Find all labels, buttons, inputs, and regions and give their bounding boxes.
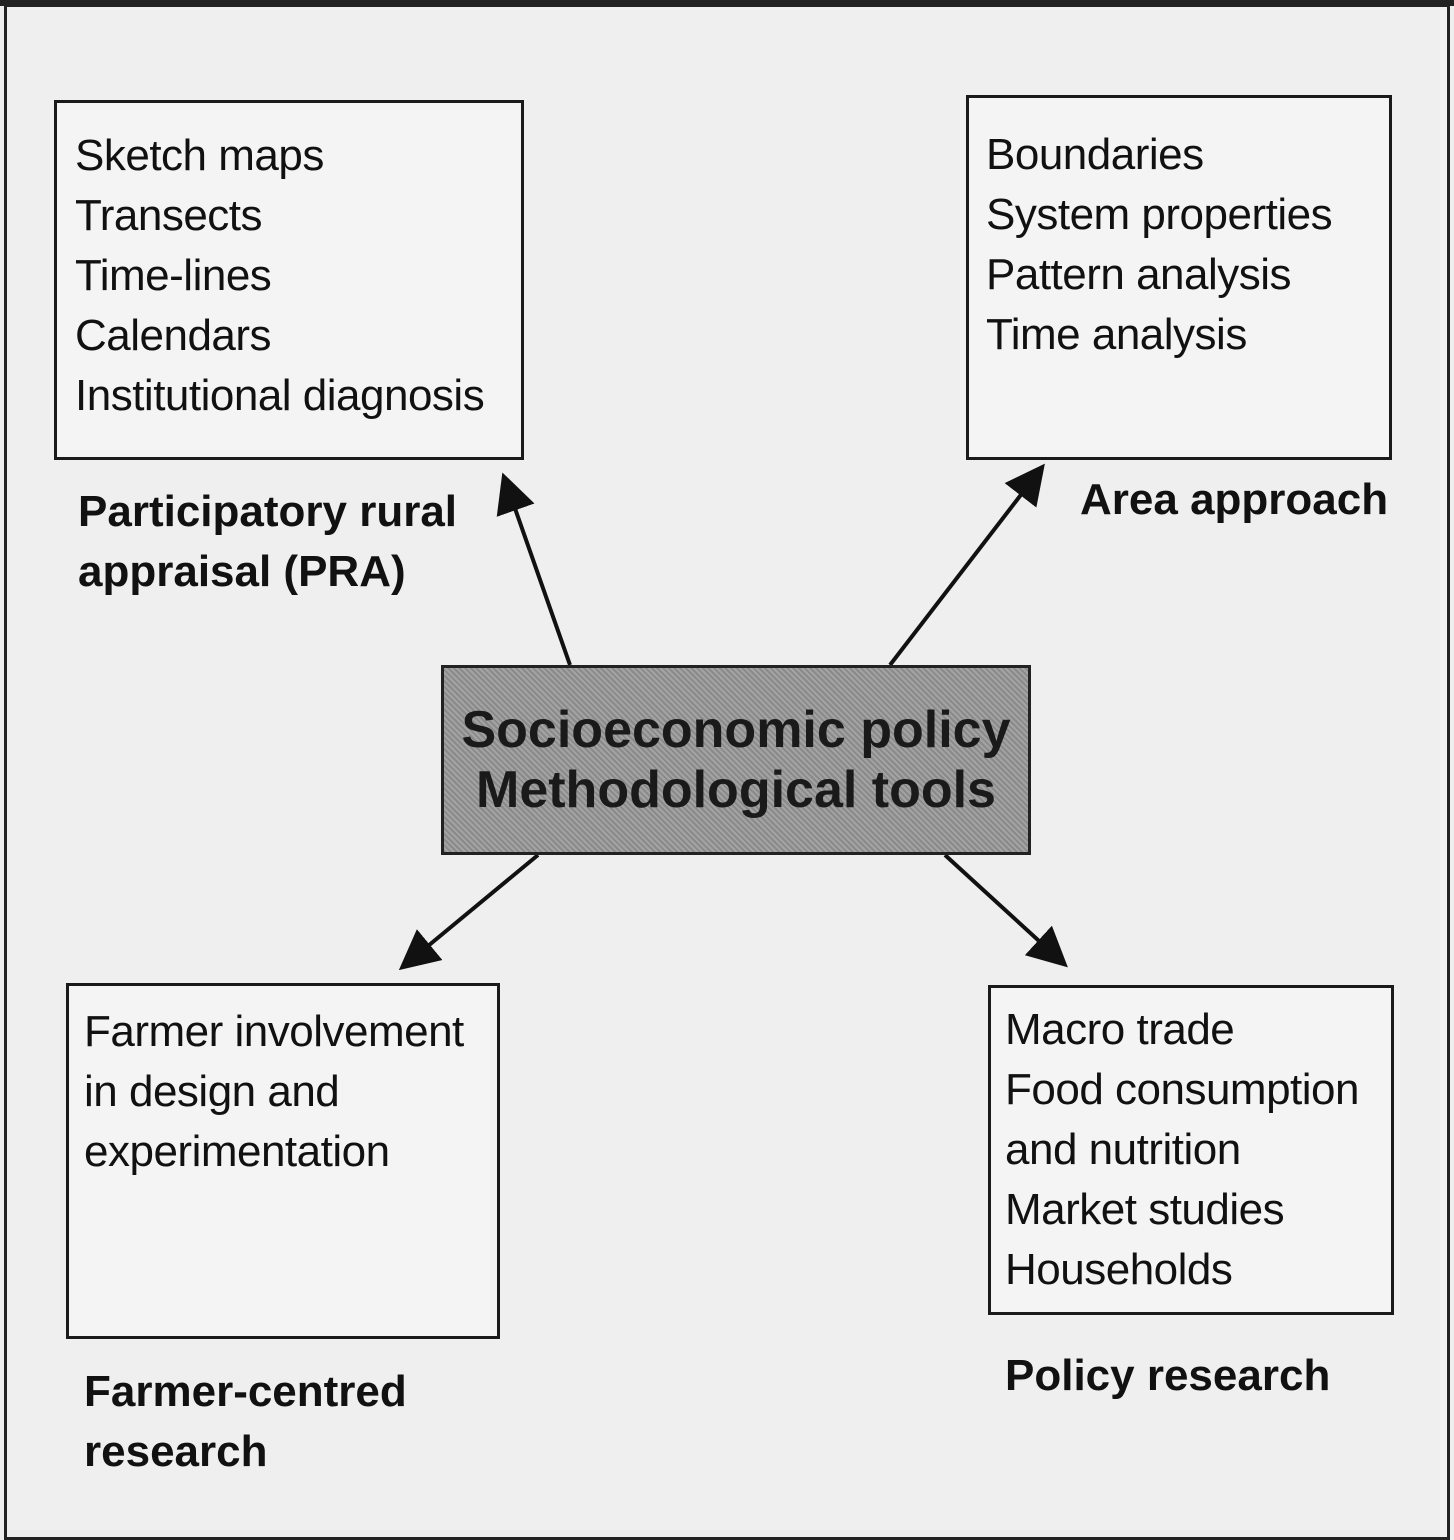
- center-box: [441, 665, 1031, 855]
- list-item: Pattern analysis: [986, 250, 1292, 299]
- pra-caption: [78, 482, 457, 602]
- list-item: Food consumption: [1005, 1065, 1359, 1114]
- area-caption: Area approach: [1080, 475, 1389, 524]
- pra-list: [75, 126, 484, 426]
- pra-caption-line2: appraisal (PRA): [78, 547, 406, 596]
- farmer-caption-line2: research: [84, 1427, 268, 1476]
- farmer-caption-line1: Farmer-centred: [84, 1367, 407, 1416]
- list-item: Sketch maps: [75, 131, 324, 180]
- area-list: [986, 125, 1332, 365]
- pra-caption-line1: Participatory rural: [78, 487, 458, 536]
- arrow-to-pra: [505, 480, 570, 665]
- list-item: Macro trade: [1005, 1005, 1235, 1054]
- center-line1: Socioeconomic policy: [461, 701, 1011, 759]
- arrow-to-farmer: [405, 855, 538, 965]
- list-item: experimentation: [84, 1127, 390, 1176]
- policy-list: [1005, 1000, 1359, 1300]
- list-item: Time analysis: [986, 310, 1247, 359]
- list-item: Market studies: [1005, 1185, 1285, 1234]
- farmer-list: [84, 1002, 464, 1182]
- farmer-caption: [84, 1362, 407, 1482]
- list-item: Institutional diagnosis: [75, 371, 485, 420]
- list-item: Boundaries: [986, 130, 1204, 179]
- list-item: Households: [1005, 1245, 1233, 1294]
- list-item: System properties: [986, 190, 1333, 239]
- arrow-to-area: [890, 470, 1040, 665]
- list-item: in design and: [84, 1067, 340, 1116]
- list-item: Calendars: [75, 311, 272, 360]
- center-line2: Methodological tools: [476, 761, 996, 819]
- policy-caption: Policy research: [1005, 1351, 1331, 1400]
- list-item: Transects: [75, 191, 263, 240]
- list-item: Time-lines: [75, 251, 272, 300]
- arrow-to-policy: [945, 855, 1062, 962]
- list-item: and nutrition: [1005, 1125, 1241, 1174]
- list-item: Farmer involvement: [84, 1007, 464, 1056]
